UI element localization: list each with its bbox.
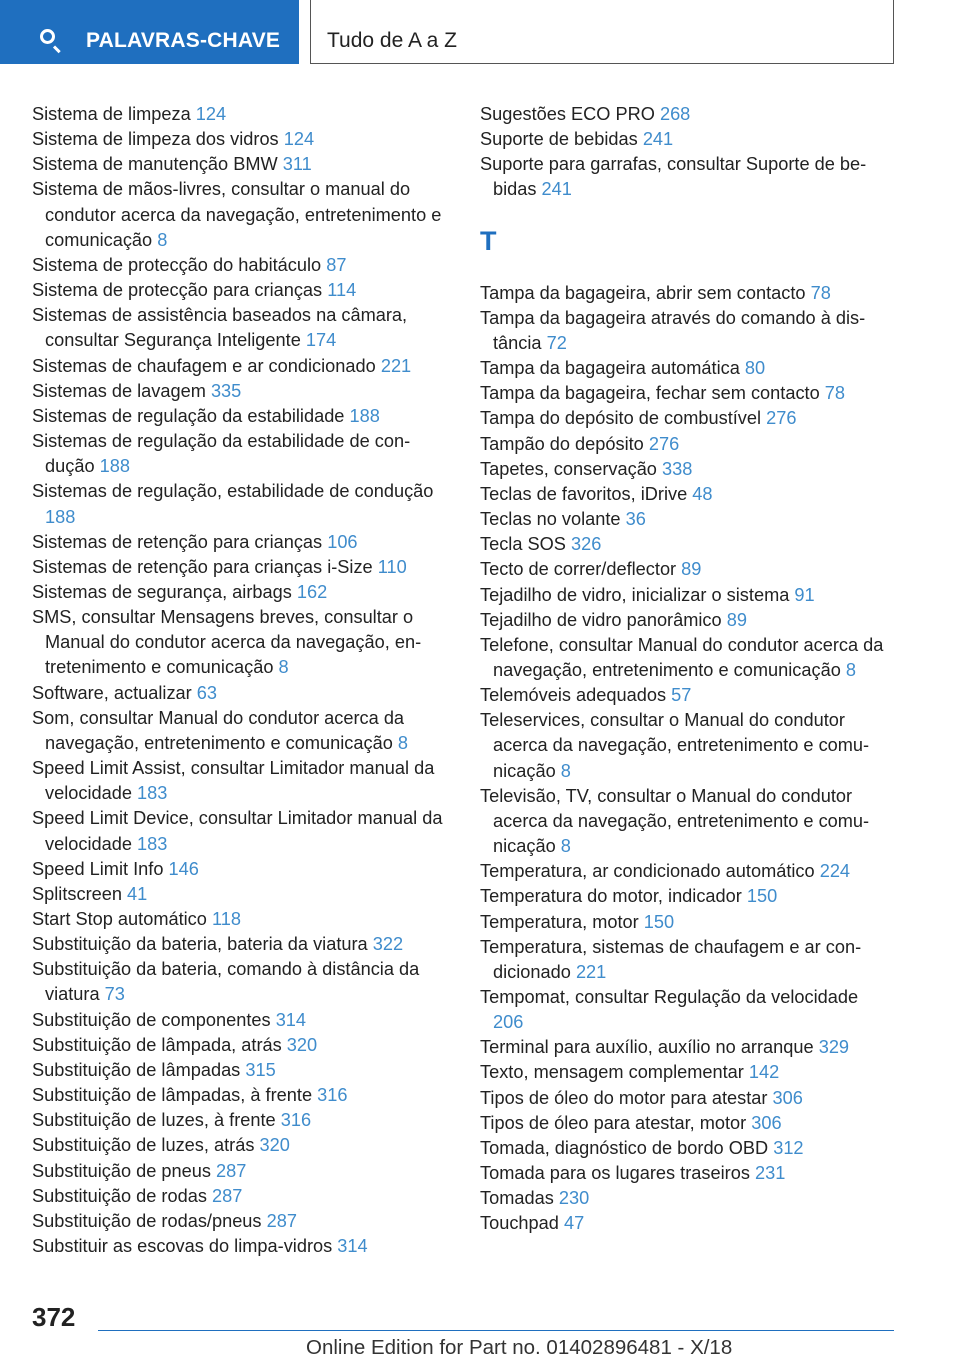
- index-entry: [32, 605, 444, 680]
- page-reference-link[interactable]: 306: [751, 1112, 782, 1133]
- index-entry: [480, 859, 890, 884]
- index-entry: [480, 784, 890, 859]
- entry-term: Som, consultar Manual do condutor acerca da navegação, entretenimento e comunicação: [32, 707, 405, 753]
- page-reference-link[interactable]: 150: [746, 886, 778, 907]
- section-header: [310, 0, 894, 64]
- entry-term: Tampa da bagageira automática: [480, 358, 740, 379]
- page-reference-link[interactable]: 106: [327, 531, 358, 552]
- index-column-right: [480, 102, 890, 1237]
- entry-term: Sugestões ECO PRO: [480, 104, 655, 124]
- entry-term: Tapetes, conservação: [480, 458, 657, 479]
- index-entry: [480, 356, 890, 381]
- index-entry: [32, 1058, 444, 1083]
- entry-term: Tecto de correr/deflector: [480, 559, 677, 580]
- page-reference-link[interactable]: 316: [280, 1110, 312, 1131]
- index-entry: [480, 633, 890, 683]
- entry-term: Tampa do depósito de combustível: [480, 408, 762, 429]
- index-entry: [32, 555, 444, 580]
- search-icon: [40, 29, 55, 44]
- page-reference-link[interactable]: 124: [283, 129, 315, 150]
- index-entry: [32, 127, 444, 152]
- page-reference-link[interactable]: 47: [563, 1213, 585, 1234]
- page-reference-link[interactable]: 80: [744, 358, 766, 379]
- page-reference-link[interactable]: 268: [659, 104, 691, 124]
- entry-term: Start Stop automático: [32, 909, 207, 929]
- entry-term: Temperatura, motor: [480, 911, 639, 932]
- entry-term: Sistema de mãos-livres, consultar o manual do condutor acerca da navegação, entretenimento e comunicação: [32, 179, 442, 250]
- page-reference-link[interactable]: 276: [648, 433, 680, 454]
- entry-term: Substituição de lâmpadas: [32, 1059, 241, 1080]
- index-entry: [32, 957, 444, 1007]
- page-reference-link[interactable]: 188: [349, 405, 380, 426]
- entry-term: SMS, consultar Mensagens breves, consultar o Manual do condutor acerca da navegação, entretenimento e comunicação: [32, 607, 422, 678]
- entry-term: Sistema de protecção para crianças: [32, 280, 323, 301]
- page-reference-link[interactable]: 287: [266, 1210, 297, 1231]
- entry-term: Sistemas de assistência baseados na câmara, consultar Segurança Inteligente: [32, 305, 408, 351]
- entry-term: Speed Limit Device, consultar Limitador manual da velocidade: [32, 808, 443, 854]
- index-entry: [32, 303, 444, 353]
- entry-term: Substituição de lâmpadas, à frente: [32, 1085, 313, 1106]
- index-entry: [32, 177, 444, 252]
- index-entry: [32, 1234, 444, 1259]
- index-entry: [32, 706, 444, 756]
- index-entry: [480, 482, 890, 507]
- index-group-t: [480, 281, 890, 1237]
- index-entry: [480, 1161, 890, 1186]
- index-entry: [32, 882, 444, 907]
- keywords-tab-label: PALAVRAS-CHAVE: [86, 29, 281, 52]
- index-entry: [32, 907, 444, 932]
- page-reference-link[interactable]: 241: [541, 179, 572, 200]
- index-entry: [32, 1108, 444, 1133]
- entry-term: Sistema de limpeza dos vidros: [32, 129, 279, 150]
- page-reference-link[interactable]: 221: [575, 961, 607, 982]
- page-reference-link[interactable]: 91: [794, 584, 815, 605]
- index-entry: [480, 935, 890, 985]
- index-entry: [480, 1111, 890, 1136]
- index-entry: [32, 756, 444, 806]
- index-entry: [32, 806, 444, 856]
- entry-term: Tempomat, consultar Regulação da velocidade: [480, 987, 859, 1007]
- letter-heading: T: [480, 225, 497, 256]
- index-entry: [32, 102, 444, 127]
- index-entry: [480, 1186, 890, 1211]
- entry-term: Teleservices, consultar o Manual do condutor acerca da navegação, entretenimento e comunicação: [480, 710, 870, 781]
- entry-term: Temperatura, ar condicionado automático: [480, 861, 815, 882]
- entry-term: Tomadas: [480, 1188, 554, 1209]
- entry-term: Temperatura, sistemas de chaufagem e ar condicionado: [480, 936, 862, 982]
- index-entry: [32, 429, 444, 479]
- page-reference-link[interactable]: 287: [216, 1160, 247, 1181]
- entry-term: Speed Limit Assist, consultar Limitador manual da velocidade: [32, 758, 435, 804]
- entry-term: Substituição de luzes, à frente: [32, 1110, 276, 1131]
- page-reference-link[interactable]: 174: [305, 330, 337, 351]
- page-reference-link[interactable]: 320: [259, 1135, 290, 1156]
- page-reference-link[interactable]: 183: [137, 783, 168, 804]
- page-reference-link[interactable]: 114: [327, 280, 357, 301]
- page-reference-link[interactable]: 188: [45, 506, 76, 527]
- page-reference-link[interactable]: 329: [818, 1037, 850, 1058]
- index-entry: [32, 1184, 444, 1209]
- index-entry: [32, 354, 444, 379]
- entry-term: Tampa da bagageira, abrir sem contacto: [480, 282, 806, 303]
- index-entry: [480, 884, 890, 909]
- page-reference-link[interactable]: 89: [726, 609, 747, 630]
- entry-term: Telemóveis adequados: [480, 685, 667, 706]
- edition-footer: Online Edition for Part no. 01402896481 - X/18: [306, 1336, 733, 1359]
- page-reference-link[interactable]: 326: [570, 534, 602, 555]
- entry-term: Tampão do depósito: [480, 433, 644, 454]
- index-column-left: [32, 102, 444, 1259]
- entry-term: Substituição de rodas: [32, 1185, 207, 1206]
- page-reference-link[interactable]: 63: [196, 682, 218, 703]
- index-entry: [32, 1083, 444, 1108]
- index-entry: [480, 608, 890, 633]
- entry-term: Substituição de rodas/pneus: [32, 1210, 262, 1231]
- entry-term: Sistemas de regulação, estabilidade de condução: [32, 481, 434, 502]
- page-reference-link[interactable]: 287: [211, 1185, 243, 1206]
- index-entry: [480, 102, 890, 127]
- index-group-s-continued: [480, 102, 890, 203]
- index-entry: [480, 457, 890, 482]
- index-entry: [32, 1133, 444, 1158]
- page-reference-link[interactable]: 224: [819, 861, 851, 882]
- entry-term: Sistema de manutenção BMW: [32, 154, 278, 175]
- entry-term: Sistemas de segurança, airbags: [32, 581, 292, 602]
- page-reference-link[interactable]: 314: [275, 1009, 307, 1030]
- footer-divider: [98, 1330, 894, 1331]
- section-title: Tudo de A a Z: [327, 29, 457, 52]
- entry-term: Suporte para garrafas, consultar Suporte de bebidas: [480, 154, 867, 200]
- entry-term: Substituição de lâmpada, atrás: [32, 1034, 282, 1055]
- entry-term: Temperatura do motor, indicador: [480, 886, 742, 907]
- page-reference-link[interactable]: 183: [137, 833, 168, 854]
- entry-term: Substituição da bateria, comando à distância da viatura: [32, 959, 420, 1005]
- page-reference-link[interactable]: 8: [845, 659, 856, 680]
- entry-term: Tipos de óleo para atestar, motor: [480, 1112, 747, 1133]
- index-entry: [480, 683, 890, 708]
- page-reference-link[interactable]: 306: [772, 1087, 803, 1108]
- entry-term: Substituição de luzes, atrás: [32, 1135, 255, 1156]
- entry-term: Sistema de limpeza: [32, 104, 191, 124]
- entry-term: Telefone, consultar Manual do condutor acerca da navegação, entretenimento e comunicação: [480, 634, 884, 680]
- index-entry: [32, 681, 444, 706]
- entry-term: Sistemas de retenção para crianças: [32, 531, 323, 552]
- entry-term: Tejadilho de vidro panorâmico: [480, 609, 722, 630]
- index-entry: [32, 379, 444, 404]
- page-reference-link[interactable]: 57: [671, 685, 692, 706]
- entry-term: Sistemas de regulação da estabilidade: [32, 405, 345, 426]
- index-entry: [480, 583, 890, 608]
- page-number: 372: [32, 1302, 76, 1332]
- index-entry: [32, 580, 444, 605]
- entry-term: Texto, mensagem complementar: [480, 1062, 744, 1083]
- entry-term: Substituir as escovas do limpa-vidros: [32, 1236, 333, 1257]
- entry-term: Tomada para os lugares traseiros: [480, 1163, 750, 1184]
- index-entry: [480, 1086, 890, 1111]
- index-entry: [480, 152, 890, 202]
- page-reference-link[interactable]: 314: [337, 1236, 368, 1257]
- entry-term: Sistema de protecção do habitáculo: [32, 254, 322, 275]
- page-reference-link[interactable]: 230: [558, 1188, 590, 1209]
- entry-term: Substituição de pneus: [32, 1160, 211, 1181]
- entry-term: Televisão, TV, consultar o Manual do condutor acerca da navegação, entretenimento e comunicação: [480, 785, 870, 857]
- index-entry: [480, 532, 890, 557]
- keywords-tab[interactable]: [0, 0, 299, 64]
- index-entry: [32, 404, 444, 429]
- page-reference-link[interactable]: 89: [681, 559, 702, 580]
- index-entry: [480, 557, 890, 582]
- entry-term: Tipos de óleo do motor para atestar: [480, 1087, 768, 1108]
- entry-term: Touchpad: [480, 1213, 559, 1234]
- entry-term: Sistemas de regulação da estabilidade de condução: [32, 431, 411, 477]
- index-entry: [480, 381, 890, 406]
- index-entry: [32, 1159, 444, 1184]
- entry-term: Tampa da bagageira, fechar sem contacto: [480, 383, 820, 404]
- page-reference-link[interactable]: 206: [493, 1012, 524, 1033]
- entry-term: Sistemas de lavagem: [32, 380, 206, 401]
- index-entry: [480, 985, 890, 1035]
- page-reference-link[interactable]: 221: [380, 355, 412, 376]
- page-reference-link[interactable]: 73: [104, 984, 125, 1005]
- index-entry: [32, 278, 444, 303]
- entry-term: Suporte de bebidas: [480, 129, 638, 150]
- entry-term: Teclas de favoritos, iDrive: [480, 483, 688, 504]
- index-entry: [32, 1008, 444, 1033]
- index-entry: [32, 530, 444, 555]
- index-entry: [480, 708, 890, 783]
- page-reference-link[interactable]: 48: [692, 483, 713, 504]
- index-entry: [32, 152, 444, 177]
- page-reference-link[interactable]: 322: [372, 934, 404, 955]
- page-reference-link[interactable]: 124: [195, 104, 227, 124]
- index-entry: [480, 127, 890, 152]
- page-reference-link[interactable]: 311: [282, 154, 312, 175]
- entry-term: Terminal para auxílio, auxílio no arranque: [480, 1037, 814, 1058]
- entry-term: Teclas no volante: [480, 509, 621, 530]
- page-reference-link[interactable]: 110: [377, 556, 407, 577]
- page-reference-link[interactable]: 87: [326, 254, 347, 275]
- page-reference-link[interactable]: 188: [99, 456, 130, 477]
- entry-term: Tecla SOS: [480, 534, 566, 555]
- page-reference-link[interactable]: 231: [754, 1163, 786, 1184]
- index-entry: [480, 507, 890, 532]
- page-reference-link[interactable]: 8: [278, 657, 289, 678]
- page-reference-link[interactable]: 276: [766, 408, 797, 429]
- entry-term: Sistemas de retenção para crianças i-Size: [32, 556, 373, 577]
- index-entry: [480, 910, 890, 935]
- page-reference-link[interactable]: 142: [748, 1062, 780, 1083]
- index-entry: [32, 479, 444, 529]
- entry-term: Tampa da bagageira através do comando à distância: [480, 307, 866, 353]
- page-reference-link[interactable]: 78: [810, 282, 831, 303]
- page-reference-link[interactable]: 8: [397, 732, 408, 753]
- page-reference-link[interactable]: 150: [643, 911, 675, 932]
- index-entry: [32, 253, 444, 278]
- index-entry: [480, 1035, 890, 1060]
- page-reference-link[interactable]: 8: [157, 229, 168, 250]
- index-entry: [32, 1033, 444, 1058]
- page-reference-link[interactable]: 315: [245, 1059, 276, 1080]
- entry-term: Substituição de componentes: [32, 1009, 271, 1030]
- entry-term: Sistemas de chaufagem e ar condicionado: [32, 355, 376, 376]
- page-reference-link[interactable]: 316: [317, 1085, 348, 1106]
- index-entry: [480, 281, 890, 306]
- page-reference-link[interactable]: 312: [773, 1137, 804, 1158]
- index-entry: [32, 857, 444, 882]
- index-entry: [480, 306, 890, 356]
- page-reference-link[interactable]: 8: [560, 760, 571, 781]
- page-reference-link[interactable]: 72: [546, 332, 567, 353]
- page-reference-link[interactable]: 78: [824, 383, 845, 404]
- index-entry: [480, 1136, 890, 1161]
- page-reference-link[interactable]: 41: [127, 883, 148, 904]
- index-entry: [480, 1060, 890, 1085]
- index-entry: [480, 432, 890, 457]
- entry-term: Speed Limit Info: [32, 858, 164, 879]
- page-reference-link[interactable]: 146: [168, 858, 199, 879]
- entry-term: Substituição da bateria, bateria da viatura: [32, 934, 368, 955]
- entry-term: Tejadilho de vidro, inicializar o sistema: [480, 584, 790, 605]
- entry-term: Splitscreen: [32, 883, 122, 904]
- page-reference-link[interactable]: 36: [625, 509, 646, 530]
- page-reference-link[interactable]: 338: [662, 458, 693, 479]
- index-entry: [480, 1211, 890, 1236]
- page-reference-link[interactable]: 162: [296, 581, 328, 602]
- page-reference-link[interactable]: 335: [210, 380, 242, 401]
- entry-term: Software, actualizar: [32, 682, 192, 703]
- index-entry: [32, 932, 444, 957]
- index-entry: [32, 1209, 444, 1234]
- page-reference-link[interactable]: 320: [286, 1034, 318, 1055]
- page-reference-link[interactable]: 8: [560, 836, 571, 857]
- entry-term: Tomada, diagnóstico de bordo OBD: [480, 1137, 769, 1158]
- index-entry: [480, 406, 890, 431]
- page-reference-link[interactable]: 118: [211, 909, 241, 929]
- page-reference-link[interactable]: 241: [642, 129, 674, 150]
